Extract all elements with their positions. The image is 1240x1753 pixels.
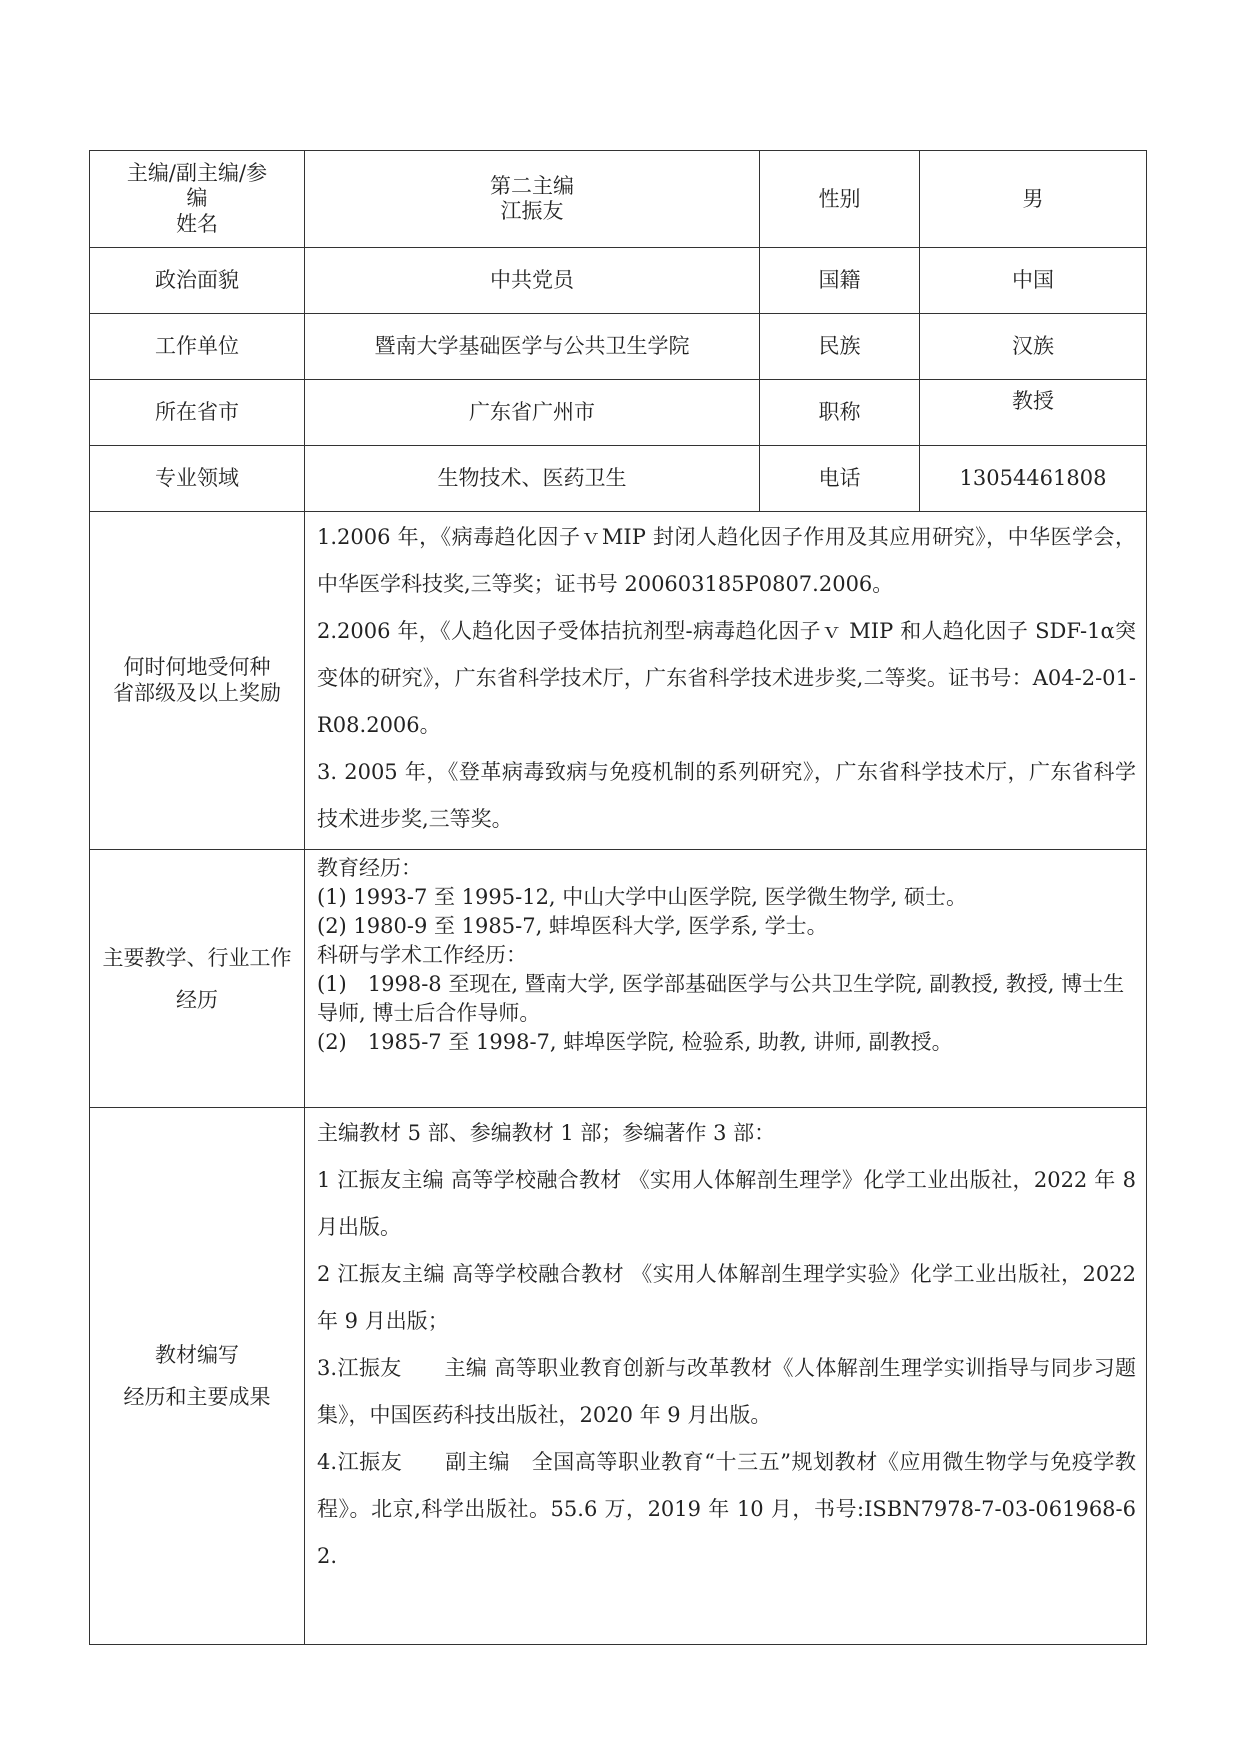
info-row: [90, 446, 1147, 512]
experience-label-cell: [90, 850, 305, 1108]
name-value: 江振友: [500, 199, 564, 223]
experience-content: [305, 850, 1147, 1108]
role-name-cell: [305, 151, 760, 248]
phone-value: 13054461808: [920, 446, 1147, 512]
role-label-line: 主编/副主编/参: [126, 161, 268, 186]
political-value: 中共党员: [305, 248, 760, 314]
award-item: 1.2006 年，《病毒趋化因子ｖMIP 封闭人趋化因子作用及其应用研究》，中华医学会，中华医学科技奖,三等奖；证书号 200603185P0807.2006。: [317, 525, 1136, 596]
experience-line: (2) 1980-9 至 1985-7, 蚌埠医科大学, 医学系, 学士。: [317, 914, 828, 938]
textbooks-label-line: 经历和主要成果: [123, 1385, 271, 1409]
awards-label-cell: [90, 512, 305, 850]
gender-label: 性别: [760, 151, 920, 248]
info-row: [90, 314, 1147, 380]
nationality-value: 中国: [920, 248, 1147, 314]
textbook-item: 主编教材 5 部、参编教材 1 部；参编著作 3 部：: [317, 1121, 776, 1145]
awards-content: [305, 512, 1147, 850]
role-value: 第二主编: [490, 173, 574, 198]
textbook-item: 1 江振友主编 高等学校融合教材 《实用人体解剖生理学》化学工业出版社，2022 年 8 月出版。: [317, 1168, 1136, 1239]
field-label: 专业领域: [90, 446, 305, 512]
field-value: 生物技术、医药卫生: [305, 446, 760, 512]
phone-label: 电话: [760, 446, 920, 512]
nationality-label: 国籍: [760, 248, 920, 314]
awards-label-line: 何时何地受何种: [123, 655, 271, 680]
textbook-item: 3.江振友 主编 高等职业教育创新与改革教材《人体解剖生理学实训指导与同步习题集》，中国医药科技出版社，2020 年 9 月出版。: [317, 1356, 1136, 1427]
experience-line: (1) 1993-7 至 1995-12, 中山大学中山医学院, 医学微生物学, 硕士。: [317, 885, 967, 909]
awards-row: [90, 512, 1147, 850]
role-row: [90, 151, 1147, 248]
role-label-cell: [90, 151, 305, 248]
textbook-item: 4.江振友 副主编 全国高等职业教育“十三五”规划教材《应用微生物学与免疫学教程》。北京,科学出版社。55.6 万，2019 年 10 月，书号:ISBN7978-7-03-061968-6 2.: [317, 1450, 1136, 1568]
province-value: 广东省广州市: [305, 380, 760, 446]
resume-form-table: [89, 150, 1147, 1645]
textbooks-label-cell: [90, 1108, 305, 1645]
role-label-line: 编: [186, 186, 208, 211]
title-label: 职称: [760, 380, 920, 446]
experience-label-line: 主要教学、行业工作: [102, 945, 292, 970]
workplace-value: 暨南大学基础医学与公共卫生学院: [305, 314, 760, 380]
textbooks-row: [90, 1108, 1147, 1645]
experience-row: [90, 850, 1147, 1108]
info-row: [90, 248, 1147, 314]
experience-line: (2) 1985-7 至 1998-7, 蚌埠医学院, 检验系, 助教, 讲师, 副教授。: [317, 1030, 953, 1054]
info-row: [90, 380, 1147, 446]
workplace-label: 工作单位: [90, 314, 305, 380]
textbooks-label-line: 教材编写: [155, 1343, 239, 1367]
political-label: 政治面貌: [90, 248, 305, 314]
ethnicity-value: 汉族: [920, 314, 1147, 380]
experience-line: 科研与学术工作经历：: [317, 943, 527, 967]
textbook-item: 2 江振友主编 高等学校融合教材 《实用人体解剖生理学实验》化学工业出版社，2022 年 9 月出版；: [317, 1262, 1136, 1333]
role-label-line: 姓名: [176, 211, 218, 236]
awards-label-line: 省部级及以上奖励: [113, 680, 281, 705]
title-value: 教授: [920, 380, 1147, 446]
experience-label-line: 经历: [176, 987, 218, 1012]
gender-value: 男: [920, 151, 1147, 248]
ethnicity-label: 民族: [760, 314, 920, 380]
textbooks-content: [305, 1108, 1147, 1645]
award-item: 3. 2005 年，《登革病毒致病与免疫机制的系列研究》，广东省科学技术厅，广东省科学技术进步奖,三等奖。: [317, 760, 1136, 831]
experience-line: (1) 1998-8 至现在, 暨南大学, 医学部基础医学与公共卫生学院, 副教授, 教授, 博士生导师, 博士后合作导师。: [317, 972, 1125, 1025]
award-item: 2.2006 年，《人趋化因子受体拮抗剂型-病毒趋化因子ｖ MIP 和人趋化因子 SDF-1α突变体的研究》，广东省科学技术厅，广东省科学技术进步奖,二等奖。证书号：A04-2-01-R08.2006。: [317, 619, 1136, 737]
experience-line: 教育经历：: [317, 856, 422, 880]
province-label: 所在省市: [90, 380, 305, 446]
